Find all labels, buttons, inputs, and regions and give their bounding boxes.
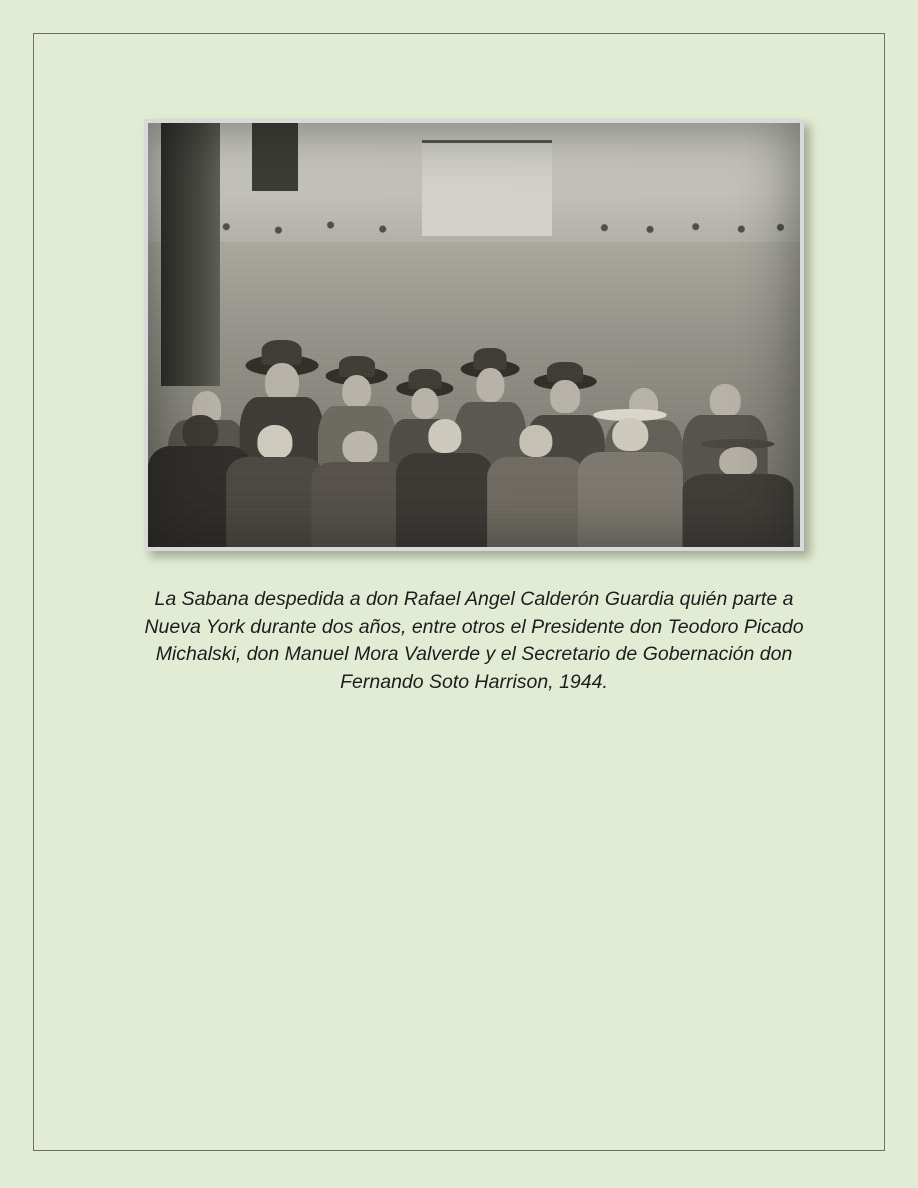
photo-person <box>396 413 494 547</box>
photo-frame <box>144 119 804 551</box>
photo-person <box>578 407 682 547</box>
document-page <box>33 33 885 1151</box>
historic-photograph <box>148 123 800 547</box>
photo-distant-crowd <box>148 208 800 242</box>
photo-person <box>683 437 794 547</box>
photo-crowd <box>148 242 800 547</box>
photo-dark-structure-upper <box>252 123 298 191</box>
photo-person <box>487 419 585 547</box>
photo-person <box>226 419 324 547</box>
photo-caption: La Sabana despedida a don Rafael Angel Calderón Guardia quién parte a Nueva York durante dos años, entre otros el Presidente don Teodoro Picado Michalski, don Manuel Mora Valverde y el Secretario de Gobernación don Fernando Soto Harrison, 1944. <box>144 588 804 694</box>
photo-person <box>311 425 409 547</box>
